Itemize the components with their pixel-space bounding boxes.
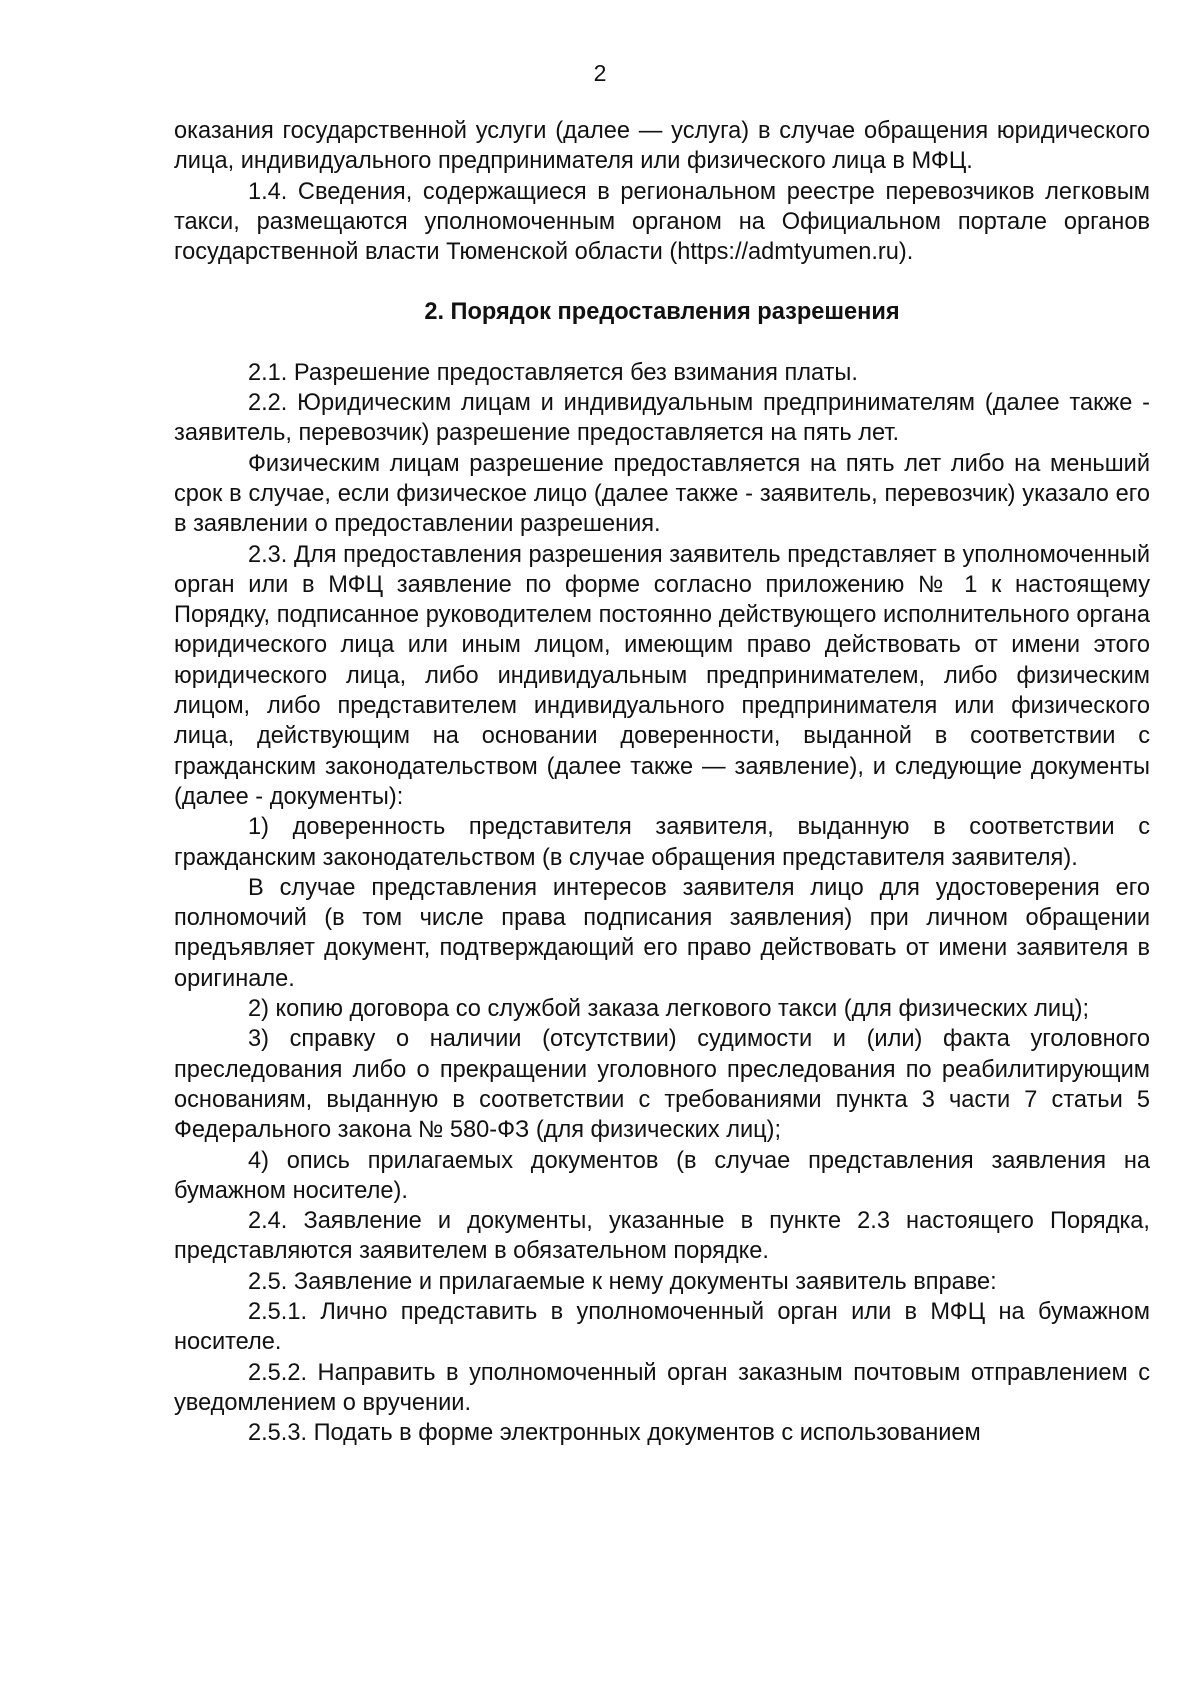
paragraph-2-5-2: 2.5.2. Направить в уполномоченный орган заказным почтовым отправлением с уведомлением о вручении. [174, 1359, 1150, 1416]
paragraph-2-5-3: 2.5.3. Подать в форме электронных документов с использованием [248, 1420, 981, 1447]
page-number: 2 [593, 60, 607, 86]
paragraph-2-5: 2.5. Заявление и прилагаемые к нему документы заявитель вправе: [248, 1268, 997, 1295]
list-item-3: 3) справку о наличии (отсутствии) судимости и (или) факта уголовного преследования либо о прекращении уголовного преследования по реабилитирующим основаниям, выданную в соответствии с требованиями пункта 3 части 7 статьи 5 Федерального закона № 580-ФЗ (для физических лиц); [174, 1026, 1150, 1144]
list-item-2: 2) копию договора со службой заказа легкового такси (для физических лиц); [248, 996, 1090, 1023]
paragraph-continuation: оказания государственной услуги (далее — услуга) в случае обращения юридического лица, индивидуального предпринимателя или физического лица в МФЦ. [174, 118, 1150, 175]
paragraph-2-2: 2.2. Юридическим лицам и индивидуальным предпринимателям (далее также - заявитель, перевозчик) разрешение предоставляется на пять лет. [174, 390, 1150, 447]
paragraph-2-1: 2.1. Разрешение предоставляется без взимания платы. [248, 359, 858, 386]
paragraph-2-3: 2.3. Для предоставления разрешения заявитель представляет в уполномоченный орган или в МФЦ заявление по форме согласно приложению № 1 к настоящему Порядку, подписанное руководителем постоянно действующего исполнительного органа юридического лица или иным лицом, имеющим право действовать от имени этого юридического лица, либо индивидуальным предпринимателем, либо физическим лицом, либо представителем индивидуального предпринимателя или физического лица, действующим на основании доверенности, выданной в соответствии с гражданским законодательством (далее также — заявление), и следующие документы (далее - документы): [174, 541, 1150, 810]
paragraph-2-4: 2.4. Заявление и документы, указанные в пункте 2.3 настоящего Порядка, представляются заявителем в обязательном порядке. [174, 1208, 1150, 1265]
paragraph-representation: В случае представления интересов заявителя лицо для удостоверения его полномочий (в том числе права подписания заявления) при личном обращении предъявляет документ, подтверждающий его право действовать от имени заявителя в оригинале. [174, 874, 1150, 992]
list-item-4: 4) опись прилагаемых документов (в случае представления заявления на бумажном носителе). [174, 1147, 1150, 1204]
section-heading: 2. Порядок предоставления разрешения [424, 299, 900, 326]
paragraph-individuals: Физическим лицам разрешение предоставляется на пять лет либо на меньший срок в случае, если физическое лицо (далее также - заявитель, перевозчик) указало его в заявлении о предоставлении разрешения. [174, 450, 1150, 538]
list-item-1: 1) доверенность представителя заявителя, выданную в соответствии с гражданским законодательством (в случае обращения представителя заявителя). [174, 814, 1150, 871]
paragraph-2-5-1: 2.5.1. Лично представить в уполномоченный орган или в МФЦ на бумажном носителе. [174, 1298, 1150, 1356]
document-body [174, 116, 1150, 1448]
paragraph-1-4: 1.4. Сведения, содержащиеся в региональном реестре перевозчиков легковым такси, размещаются уполномоченным органом на Официальном портале органов государственной власти Тюменской области (https://admtyumen.ru). [174, 178, 1150, 266]
